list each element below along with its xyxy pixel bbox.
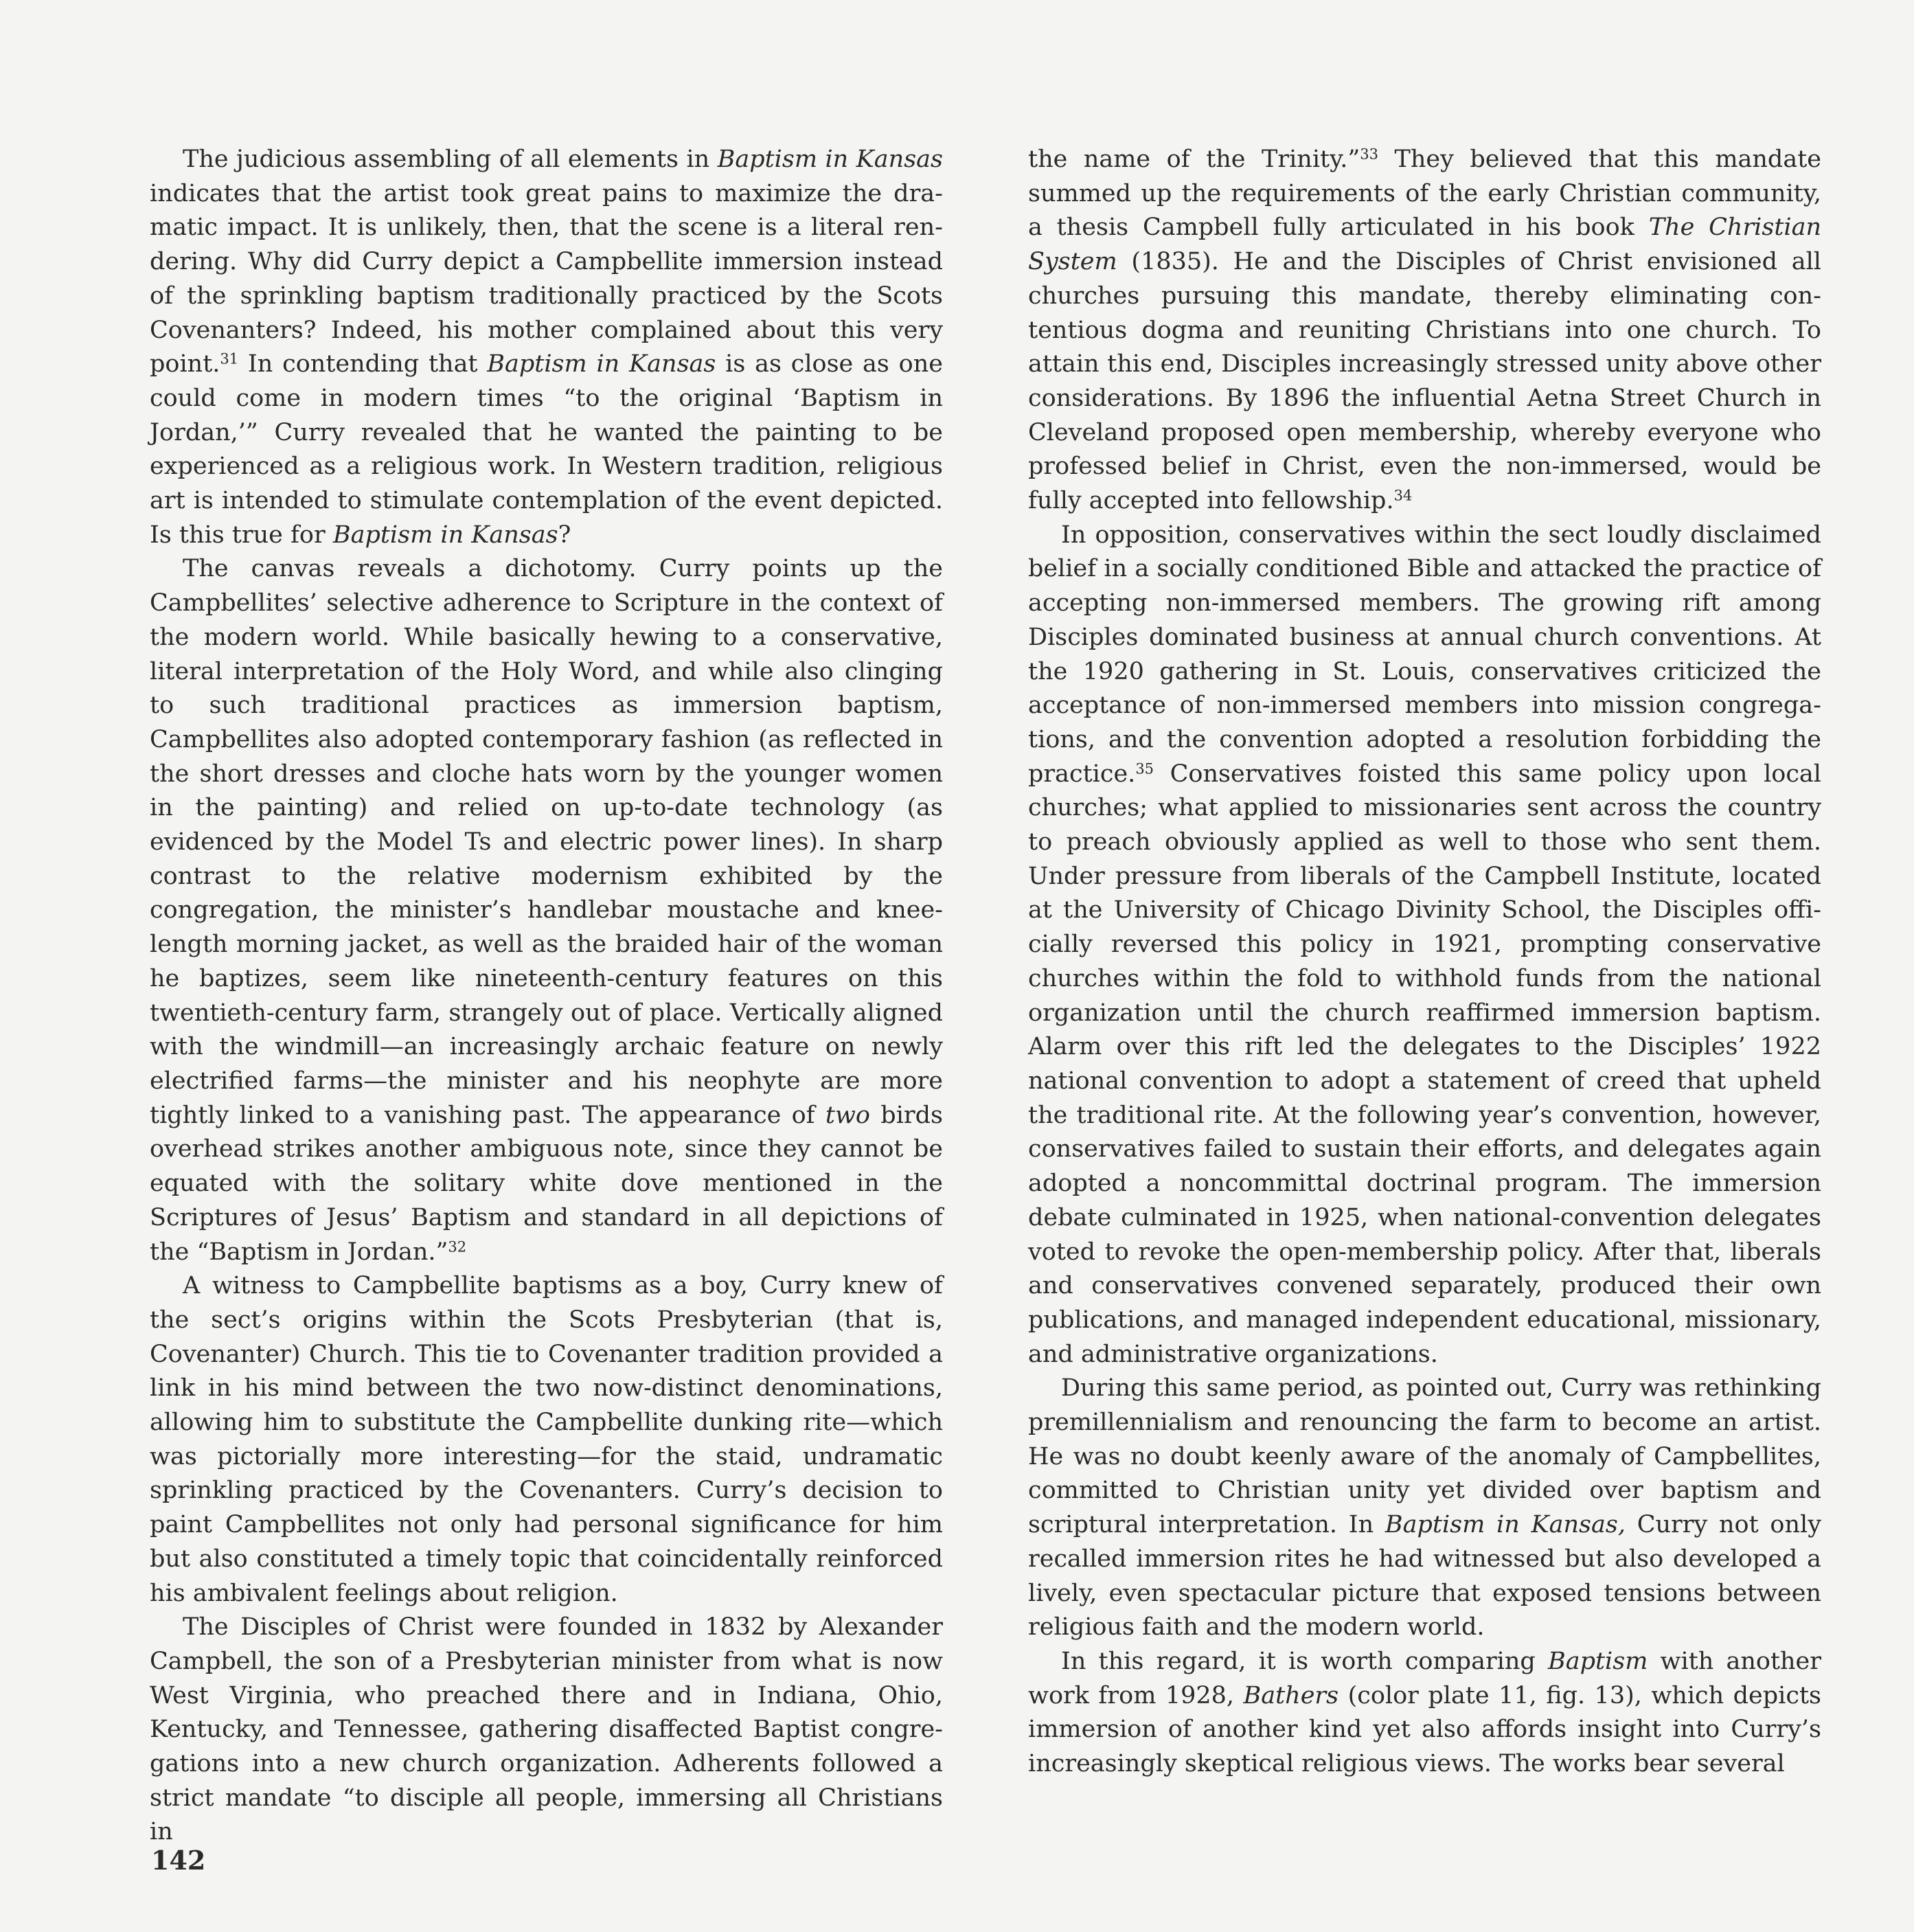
right-column xyxy=(1028,143,1821,1782)
paragraph-7: During this same period, as pointed out, Curry was rethinking premillennialism and renouncing the farm to become an artist. He was no doubt keenly aware of the anomaly of Campbellites, committed to Christian unity yet divided over baptism and scriptural interpretation. In Baptism in Kansas, Curry not only recalled immersion rites he had witnessed but also developed a lively, even spectacular picture that exposed tensions between religious faith and the modern world. xyxy=(1028,1374,1821,1641)
paragraph-5: the name of the Trinity.”$^{33}$ They believed that this mandate summed up the requirements of the early Christian community, a thesis Campbell fully articulated in his book The Christian System (1835). He and the Disciples of Christ envisioned all churches pursuing this mandate, thereby eliminating contentious dogma and reuniting Christians into one church. To attain this end, Disciples increasingly stressed unity above other considerations. By 1896 the influential Aetna Street Church in Cleveland proposed open membership, whereby everyone who professed belief in Christ, even the non-immersed, would be fully accepted into fellowship.$^{34}$ xyxy=(1028,146,1821,515)
left-column xyxy=(150,143,943,1850)
paragraph-6: In opposition, conservatives within the sect loudly disclaimed belief in a socially conditioned Bible and attacked the practice of accepting non-immersed members. The growing rift among Disciples dominated business at annual church conventions. At the 1920 gathering in St. Louis, conservatives criticized the acceptance of non-immersed members into mission congregations, and the convention adopted a resolution forbidding the practice.$^{35}$ Conservatives foisted this same policy upon local churches; what applied to missionaries sent across the country to preach obviously applied as well to those who sent them. Under pressure from liberals of the Campbell Institute, located at the University of Chicago Divinity School, the Disciples officially reversed this policy in 1921, prompting conservative churches within the fold to withhold funds from the national organization until the church reaffirmed immersion baptism. Alarm over this rift led the delegates to the Disciples’ 1922 national convention to adopt a statement of creed that upheld the traditional rite. At the following year’s convention, however, conservatives failed to sustain their efforts, and delegates again adopted a noncommittal doctrinal program. The immersion debate culminated in 1925, when national-convention delegates voted to revoke the open-membership policy. After that, liberals and conservatives convened separately, produced their own publications, and managed independent educational, missionary, and administrative organizations. xyxy=(1028,521,1821,1368)
page-number: 142 xyxy=(151,1845,206,1876)
paragraph-8: In this regard, it is worth comparing Baptism with another work from 1928, Bathers (color plate 11, fig. 13), which depicts immersion of another kind yet also affords insight into Curry’s increasingly skeptical religious views. The works bear several xyxy=(1028,1647,1821,1778)
paragraph-3: A witness to Campbellite baptisms as a boy, Curry knew of the sect’s origins within the Scots Presbyterian (that is, Covenanter) Church. This tie to Covenanter tradition provided a link in his mind between the two now-distinct denominations, allowing him to substitute the Campbellite dunking rite—which was pictorially more interesting—for the staid, undramatic sprinkling practiced by the Covenanters. Curry’s decision to paint Campbellites not only had personal significance for him but also constituted a timely topic that coincidentally reinforced his ambivalent feelings about religion. xyxy=(150,1272,943,1607)
paragraph-4: The Disciples of Christ were founded in 1832 by Alexander Campbell, the son of a Presbyterian minister from what is now West Virginia, who preached there and in Indiana, Ohio, Kentucky, and Tennessee, gathering disaffected Baptist congregations into a new church organization. Adherents followed a strict mandate “to disciple all people, immersing all Christians in xyxy=(150,1613,943,1846)
paragraph-2: The canvas reveals a dichotomy. Curry points up the Campbellites’ selective adherence to Scripture in the context of the modern world. While basically hewing to a conservative, literal interpretation of the Holy Word, and while also clinging to such traditional practices as immersion baptism, Campbellites also adopted contemporary fashion (as reflected in the short dresses and cloche hats worn by the younger women in the painting) and relied on up-to-date technology (as evidenced by the Model Ts and electric power lines). In sharp contrast to the relative modernism exhibited by the congregation, the minister’s handlebar moustache and knee-length morning jacket, as well as the braided hair of the woman he baptizes, seem like nineteenth-century features on this twentieth-century farm, strangely out of place. Vertically aligned with the windmill—an increasingly archaic feature on newly electrified farms—the minister and his neophyte are more tightly linked to a vanishing past. The appearance of two birds overhead strikes another ambiguous note, since they cannot be equated with the solitary white dove mentioned in the Scriptures of Jesus’ Baptism and standard in all depictions of the “Baptism in Jordan.”$^{32}$ xyxy=(150,555,944,1266)
paragraph-1: The judicious assembling of all elements in Baptism in Kansas indicates that the artist took great pains to maximize the dramatic impact. It is unlikely, then, that the scene is a literal rendering. Why did Curry depict a Campbellite immersion instead of the sprinkling baptism traditionally practiced by the Scots Covenanters? Indeed, his mother complained about this very point.$^{31}$ In contending that Baptism in Kansas is as close as one could come in modern times “to the original ‘Baptism in Jordan,’” Curry revealed that he wanted the painting to be experienced as a religious work. In Western tradition, religious art is intended to stimulate contemplation of the event depicted. Is this true for Baptism in Kansas? xyxy=(150,146,943,549)
